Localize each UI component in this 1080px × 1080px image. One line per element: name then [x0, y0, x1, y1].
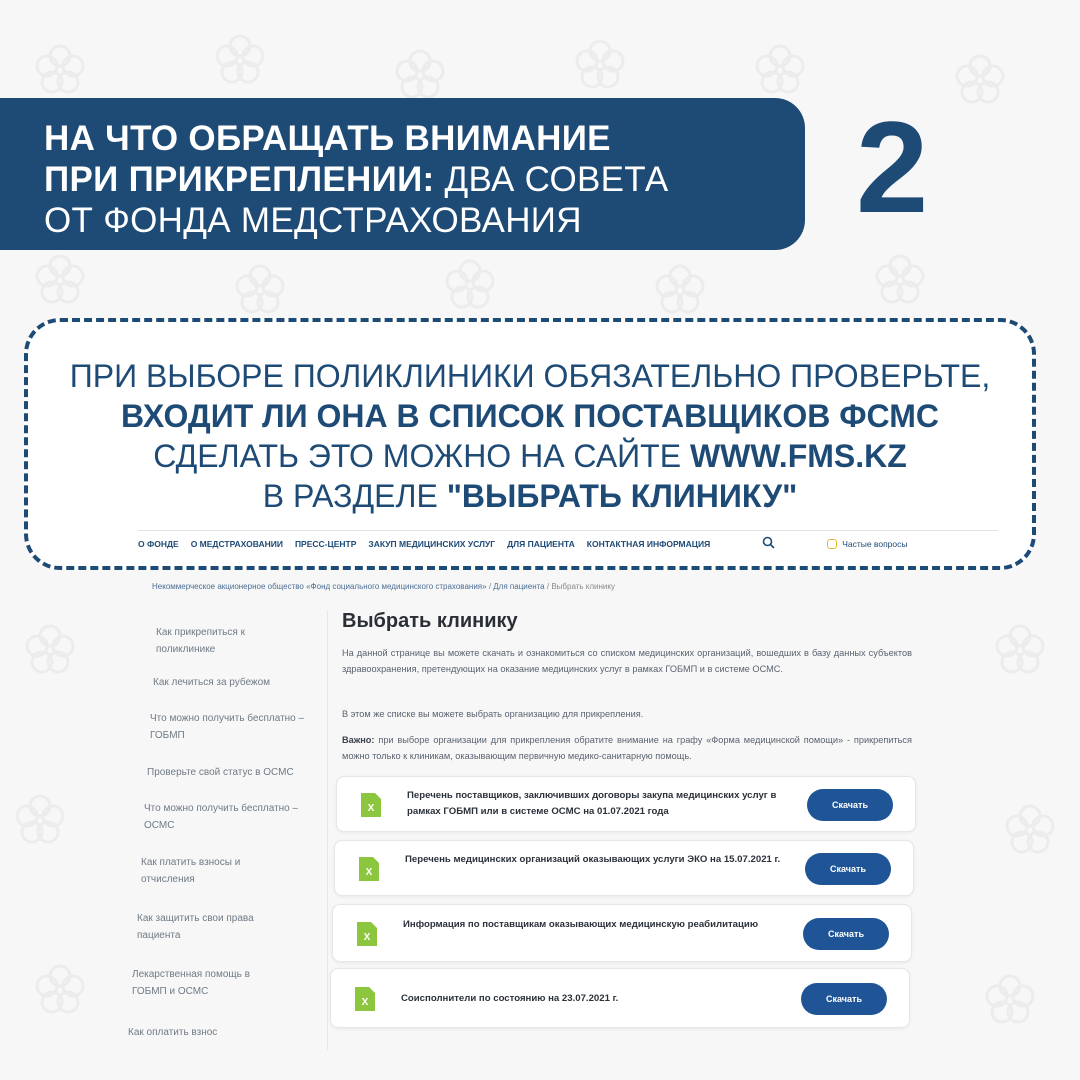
nav-item-contacts[interactable]: КОНТАКТНАЯ ИНФОРМАЦИЯ	[586, 538, 711, 549]
banner-line-1: НА ЧТО ОБРАЩАТЬ ВНИМАНИЕ	[44, 119, 611, 158]
download-button[interactable]: Скачать	[805, 853, 891, 885]
document-title: Перечень медицинских организаций оказывающих услуги ЭКО на 15.07.2021 г.	[405, 854, 781, 865]
banner-line-2-bold: ПРИ ПРИКРЕПЛЕНИИ:	[44, 160, 435, 199]
nav-item-patient[interactable]: ДЛЯ ПАЦИЕНТА	[507, 538, 575, 549]
breadcrumb: Некоммерческое акционерное общество «Фонд социального медицинского страхования» / Для пациента / Выбрать клинику	[152, 582, 615, 591]
excel-file-icon	[361, 793, 381, 817]
important-paragraph	[342, 733, 912, 764]
site-nav-bar	[138, 530, 998, 556]
notice-line-1: ПРИ ВЫБОРЕ ПОЛИКЛИНИКИ ОБЯЗАТЕЛЬНО ПРОВЕРЬТЕ,	[69, 358, 991, 394]
banner-line-2	[44, 159, 805, 200]
nav-item-about[interactable]: О ФОНДЕ	[138, 538, 179, 549]
document-title: Информация по поставщикам оказывающих медицинскую реабилитацию	[403, 919, 759, 930]
notice-line-2: ВХОДИТ ЛИ ОНА В СПИСОК ПОСТАВЩИКОВ ФСМС	[121, 398, 939, 434]
sidebar-item-fees[interactable]: Как платить взносы и отчисления	[141, 857, 241, 885]
document-title: Соисполнители по состоянию на 23.07.2021 г.	[401, 993, 619, 1004]
svg-text:X: X	[367, 803, 375, 814]
banner-line-3: ОТ ФОНДА МЕДСТРАХОВАНИЯ	[44, 201, 582, 240]
site-url: WWW.FMS.KZ	[689, 438, 907, 474]
important-label: Важно:	[342, 735, 375, 745]
sidebar-item-status[interactable]: Проверьте свой статус в ОСМС	[147, 767, 294, 778]
search-icon[interactable]	[762, 536, 775, 552]
nav-item-procurement[interactable]: ЗАКУП МЕДИЦИНСКИХ УСЛУГ	[368, 538, 496, 549]
notice-line-4	[28, 476, 1032, 516]
document-card	[334, 840, 914, 896]
sidebar-item-medicine[interactable]: Лекарственная помощь в ГОБМП и ОСМС	[132, 969, 250, 997]
intro-paragraph: На данной странице вы можете скачать и ознакомиться со списком медицинских организаций, вошедших в базу данных субъектов здравоохранения, претендующих на оказание медицинских услуг в рамках ГОБМП и в системе ОСМС.	[342, 648, 912, 674]
excel-file-icon	[359, 857, 379, 881]
download-button[interactable]: Скачать	[803, 918, 889, 950]
svg-text:X: X	[365, 867, 373, 878]
notice-line-3-light: СДЕЛАТЬ ЭТО МОЖНО НА САЙТЕ	[153, 438, 690, 474]
nav-item-insurance[interactable]: О МЕДСТРАХОВАНИИ	[190, 538, 283, 549]
breadcrumb-patient[interactable]: Для пациента	[493, 582, 545, 591]
notice-line-3	[28, 436, 1032, 476]
download-button[interactable]: Скачать	[801, 983, 887, 1015]
faq-link[interactable]	[827, 539, 907, 549]
choice-paragraph: В этом же списке вы можете выбрать организацию для прикрепления.	[342, 709, 644, 719]
excel-file-icon	[355, 987, 375, 1011]
banner-line-2-light: ДВА СОВЕТА	[434, 160, 669, 199]
sidebar-item-osms[interactable]: Что можно получить бесплатно – ОСМС	[144, 803, 299, 831]
section-name: "ВЫБРАТЬ КЛИНИКУ"	[446, 478, 798, 514]
document-card	[336, 776, 916, 832]
sidebar-item-pay[interactable]: Как оплатить взнос	[128, 1027, 218, 1038]
important-text: при выборе организации для прикрепления обратите внимание на графу «Форма медицинской помощи» - прикрепиться можно только к клиникам, оказывающим первичную медико-санитарную помощь.	[342, 735, 912, 761]
nav-item-press[interactable]: ПРЕСС-ЦЕНТР	[294, 538, 357, 549]
svg-text:X: X	[361, 997, 369, 1008]
sidebar-item-rights[interactable]: Как защитить свои права пациента	[137, 913, 254, 941]
breadcrumb-current: Выбрать клинику	[551, 582, 615, 591]
sidebar-item-gobmp[interactable]: Что можно получить бесплатно – ГОБМП	[150, 713, 305, 741]
svg-text:X: X	[363, 932, 371, 943]
notice-box	[24, 318, 1036, 570]
page-title: Выбрать клинику	[342, 610, 518, 632]
notice-text	[28, 356, 1032, 516]
header-banner	[0, 98, 805, 250]
breadcrumb-org[interactable]: Некоммерческое акционерное общество «Фонд социального медицинского страхования»	[152, 582, 487, 591]
document-title: Перечень поставщиков, заключивших договоры закупа медицинских услуг в рамках ГОБМП или в системе ОСМС на 01.07.2021 года	[407, 790, 777, 817]
download-button[interactable]: Скачать	[807, 789, 893, 821]
sidebar	[118, 610, 328, 1050]
excel-file-icon	[357, 922, 377, 946]
sidebar-item-abroad[interactable]: Как лечиться за рубежом	[153, 677, 271, 688]
faq-label: Частые вопросы	[842, 538, 908, 549]
document-card	[330, 968, 910, 1028]
faq-icon	[827, 539, 837, 549]
document-card	[332, 904, 912, 962]
slide-number: 2	[856, 94, 929, 240]
notice-line-4-light: В РАЗДЕЛЕ	[262, 478, 447, 514]
sidebar-item-attach[interactable]: Как прикрепиться к поликлинике	[156, 627, 245, 655]
